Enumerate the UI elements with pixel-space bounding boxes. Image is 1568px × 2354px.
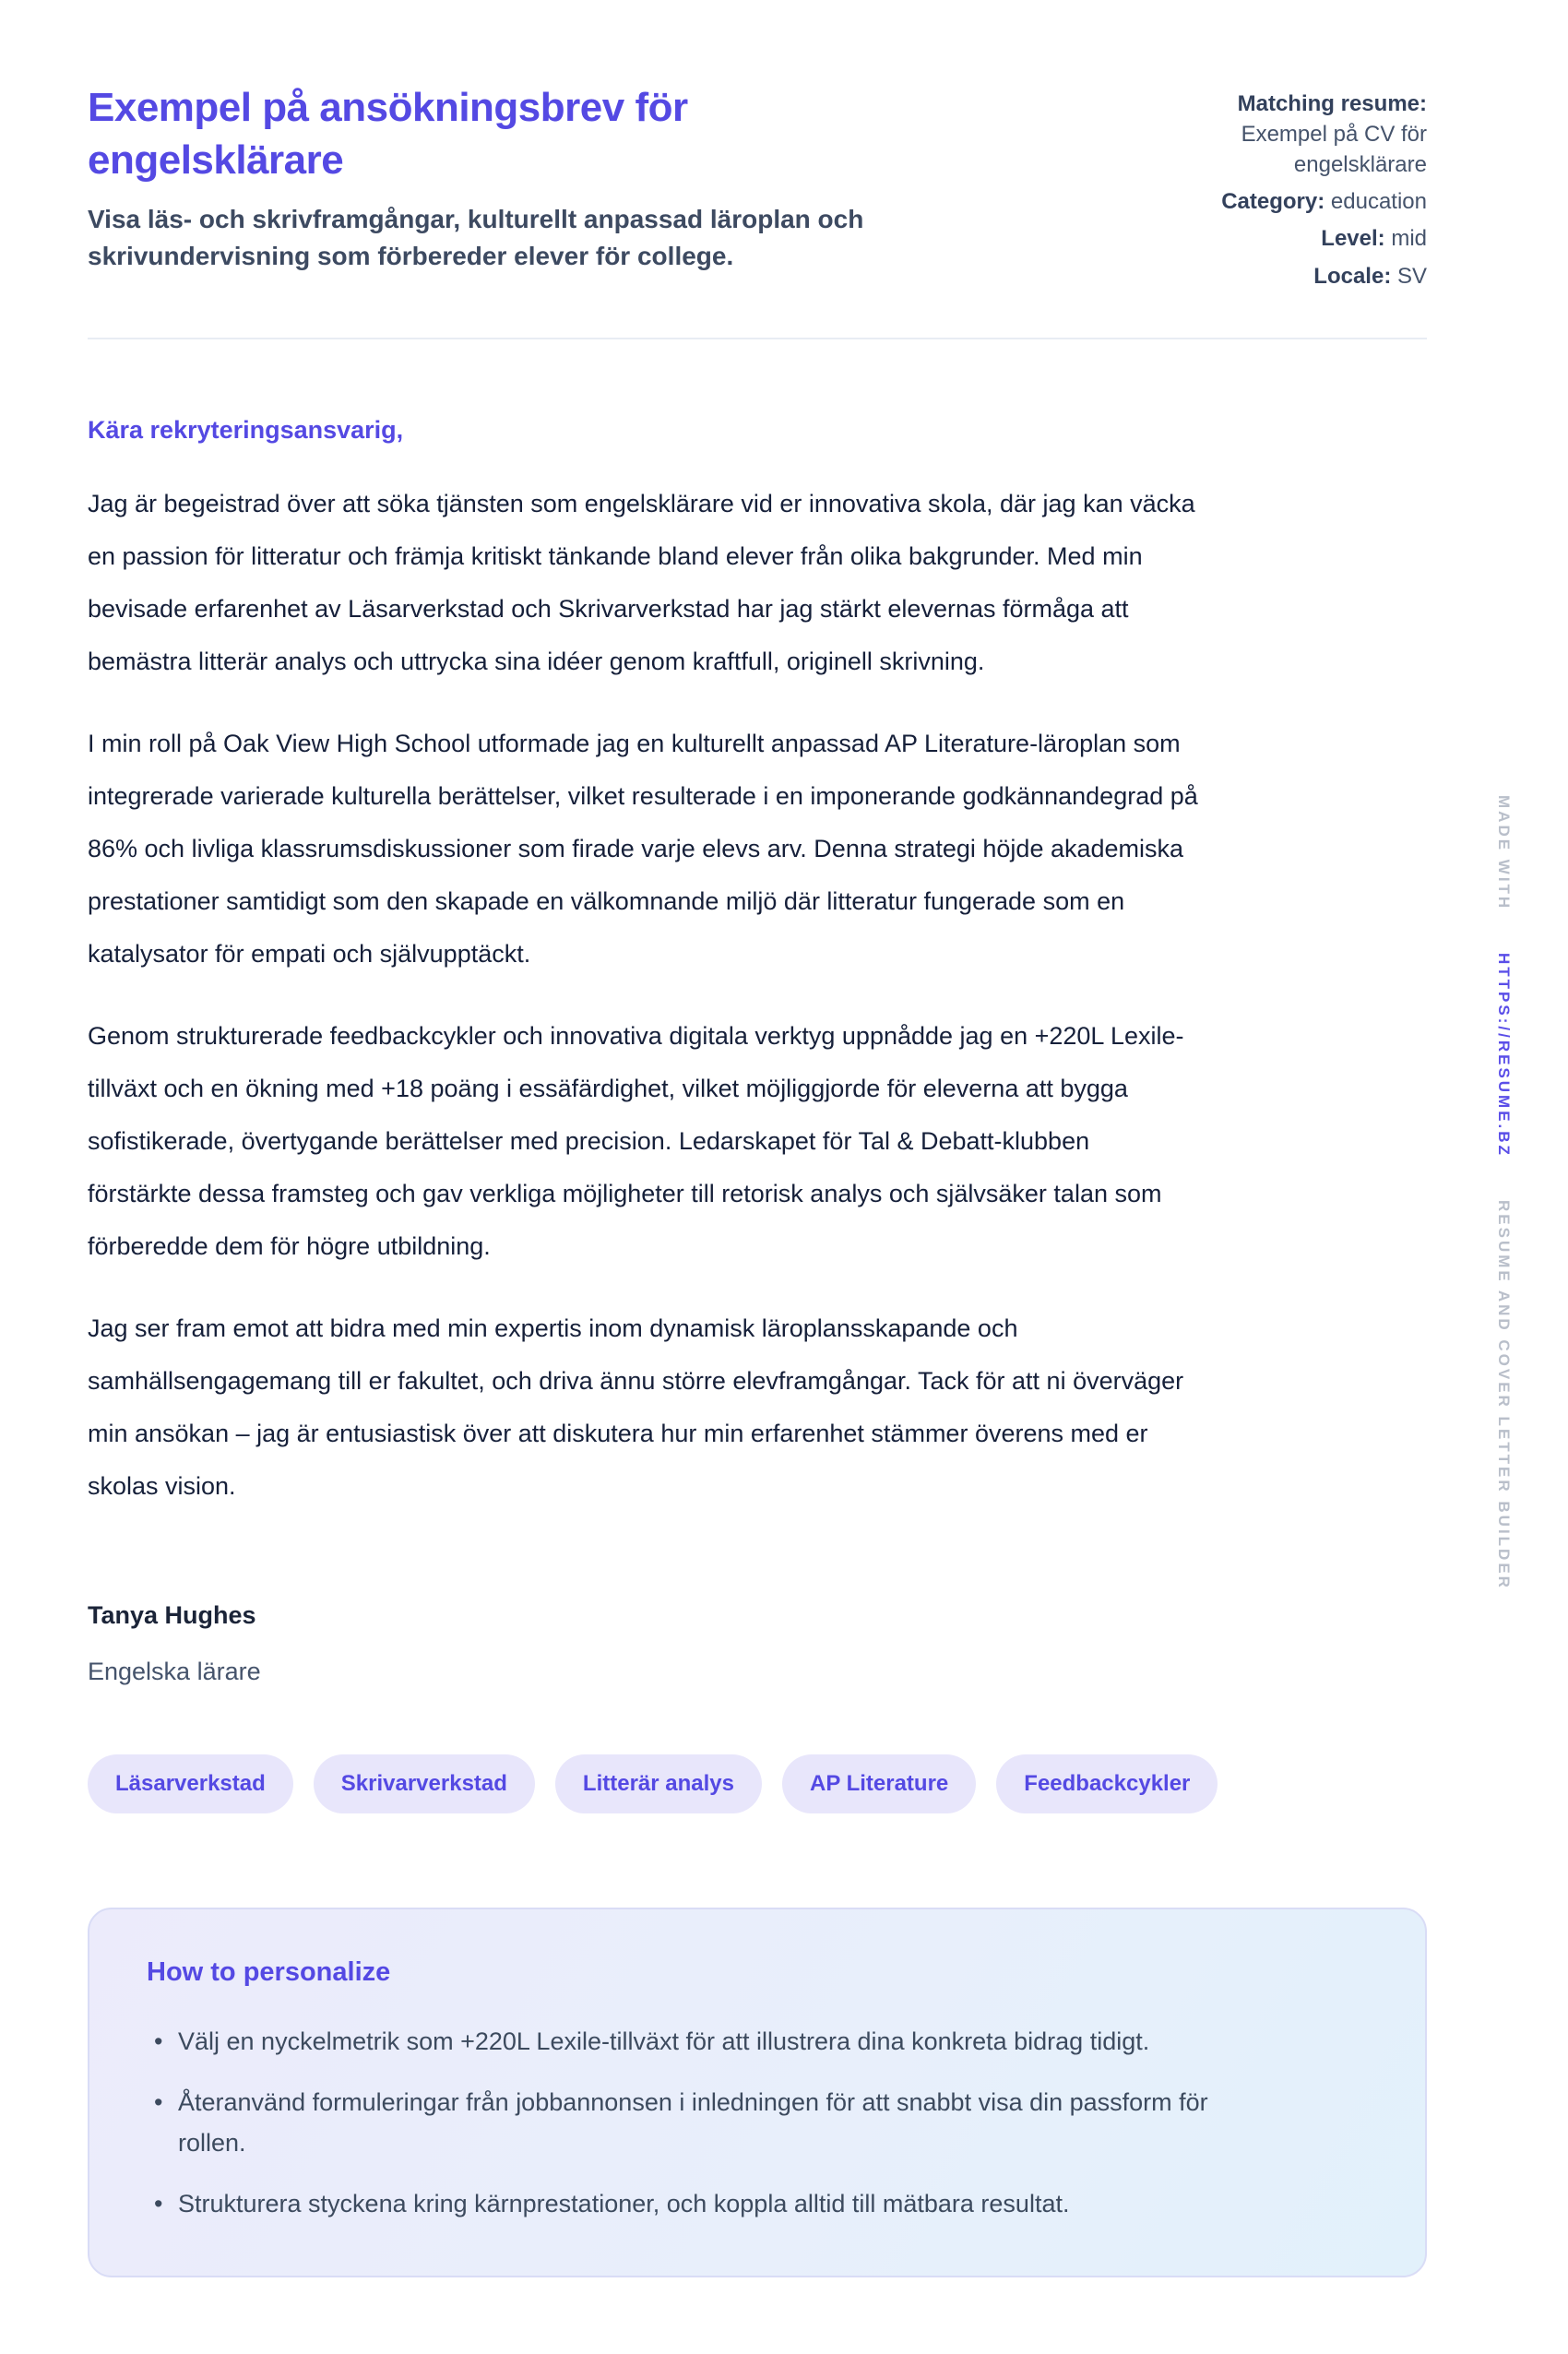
header	[88, 81, 1427, 291]
meta-level	[1221, 223, 1427, 254]
side-watermark	[1494, 795, 1513, 1590]
letter-paragraph: Jag ser fram emot att bidra med min expertis inom dynamisk läroplansskapande och samhällsengagemang till er fakultet, och driva ännu större elevframgångar. Tack för att ni överväger min ansökan – jag är entusiastisk över att diskutera hur min erfarenhet stämmer överens med er skolas vision.	[88, 1314, 1184, 1500]
cover-letter-body	[88, 411, 1427, 1686]
personalize-tip: • Välj en nyckelmetrik som +220L Lexile-tillväxt för att illustrera dina konkreta bidrag tidigt.	[147, 2021, 1263, 2062]
how-to-personalize-box	[88, 1908, 1427, 2277]
category-value: education	[1330, 189, 1427, 215]
personalize-tip: • Strukturera styckena kring kärnprestationer, och koppla alltid till mätbara resultat.	[147, 2183, 1263, 2224]
tag-chip[interactable]: AP Literature	[782, 1754, 976, 1813]
category-label: Category:	[1221, 189, 1325, 215]
tag-chip[interactable]: Feedbackcykler	[996, 1754, 1218, 1813]
letter-greeting: Kära rekryteringsansvarig,	[88, 415, 404, 444]
personalize-title: How to personalize	[147, 1956, 391, 1987]
locale-label: Locale:	[1313, 263, 1392, 289]
page-content	[88, 0, 1427, 2277]
skill-tags	[88, 1754, 1427, 1813]
letter-paragraph: Genom strukturerade feedbackcykler och innovativa digitala verktyg uppnådde jag en +220L Lexile-tillväxt och en ökning med +18 poäng i essäfärdighet, vilket möjliggjorde för eleverna att bygga sofistikerade, övertygande berättelser med precision. Ledarskapet för Tal & Debatt-klubben förstärkte dessa framsteg och gav verkliga möjligheter till retorisk analys och självsäker talan som förberedde dem för högre utbildning.	[88, 1021, 1184, 1260]
header-divider	[88, 338, 1427, 339]
tag-chip[interactable]: Läsarverkstad	[88, 1754, 293, 1813]
letter-paragraph: Jag är begeistrad över att söka tjänsten som engelsklärare vid er innovativa skola, där jag kan väcka en passion för litteratur och främja kritiskt tänkande bland elever från olika bakgrunder. Med min bevisade erfarenhet av Läsarverkstad och Skrivarverkstad har jag stärkt elevernas förmåga att bemästra litterär analys och uttrycka sina idéer genom kraftfull, originell skrivning.	[88, 489, 1195, 675]
matching-resume-label: Matching resume:	[1237, 91, 1427, 116]
personalize-tip: • Återanvänd formuleringar från jobbannonsen i inledningen för att snabbt visa din passform för rollen.	[147, 2082, 1263, 2163]
letter-paragraph: I min roll på Oak View High School utformade jag en kulturellt anpassad AP Literature-läroplan som integrerade varierade kulturella berättelser, vilket resulterade i en imponerande godkännandegrad på 86% och livliga klassrumsdiskussioner som firade varje elevs arv. Denna strategi höjde akademiska prestationer samtidigt som den skapade en välkomnande miljö där litteratur fungerade som en katalysator för empati och självupptäckt.	[88, 729, 1198, 968]
header-left	[88, 81, 899, 275]
locale-value: SV	[1396, 263, 1427, 289]
tag-chip[interactable]: Skrivarverkstad	[314, 1754, 535, 1813]
meta-locale	[1221, 261, 1427, 291]
tag-chip[interactable]: Litterär analys	[555, 1754, 762, 1813]
meta-category	[1221, 186, 1427, 217]
personalize-tips-list	[147, 2021, 1368, 2224]
page-title: Exempel på ansökningsbrev för engelsklärare	[88, 85, 688, 184]
watermark-site-link[interactable]: HTTPS://RESUME.BZ	[1495, 953, 1513, 1159]
signature-role: Engelska lärare	[88, 1657, 261, 1685]
level-label: Level:	[1321, 226, 1385, 252]
page-subtitle: Visa läs- och skrivframgångar, kulturellt anpassad läroplan och skrivundervisning som förbereder elever för college.	[88, 205, 864, 271]
resume-meta	[1221, 81, 1427, 291]
matching-resume-link[interactable]: Exempel på CV för engelsklärare	[1241, 122, 1427, 178]
watermark-prefix: MADE WITH	[1495, 795, 1513, 911]
watermark-suffix: RESUME AND COVER LETTER BUILDER	[1495, 1200, 1513, 1591]
signature-name: Tanya Hughes	[88, 1600, 256, 1629]
level-value: mid	[1391, 226, 1427, 252]
